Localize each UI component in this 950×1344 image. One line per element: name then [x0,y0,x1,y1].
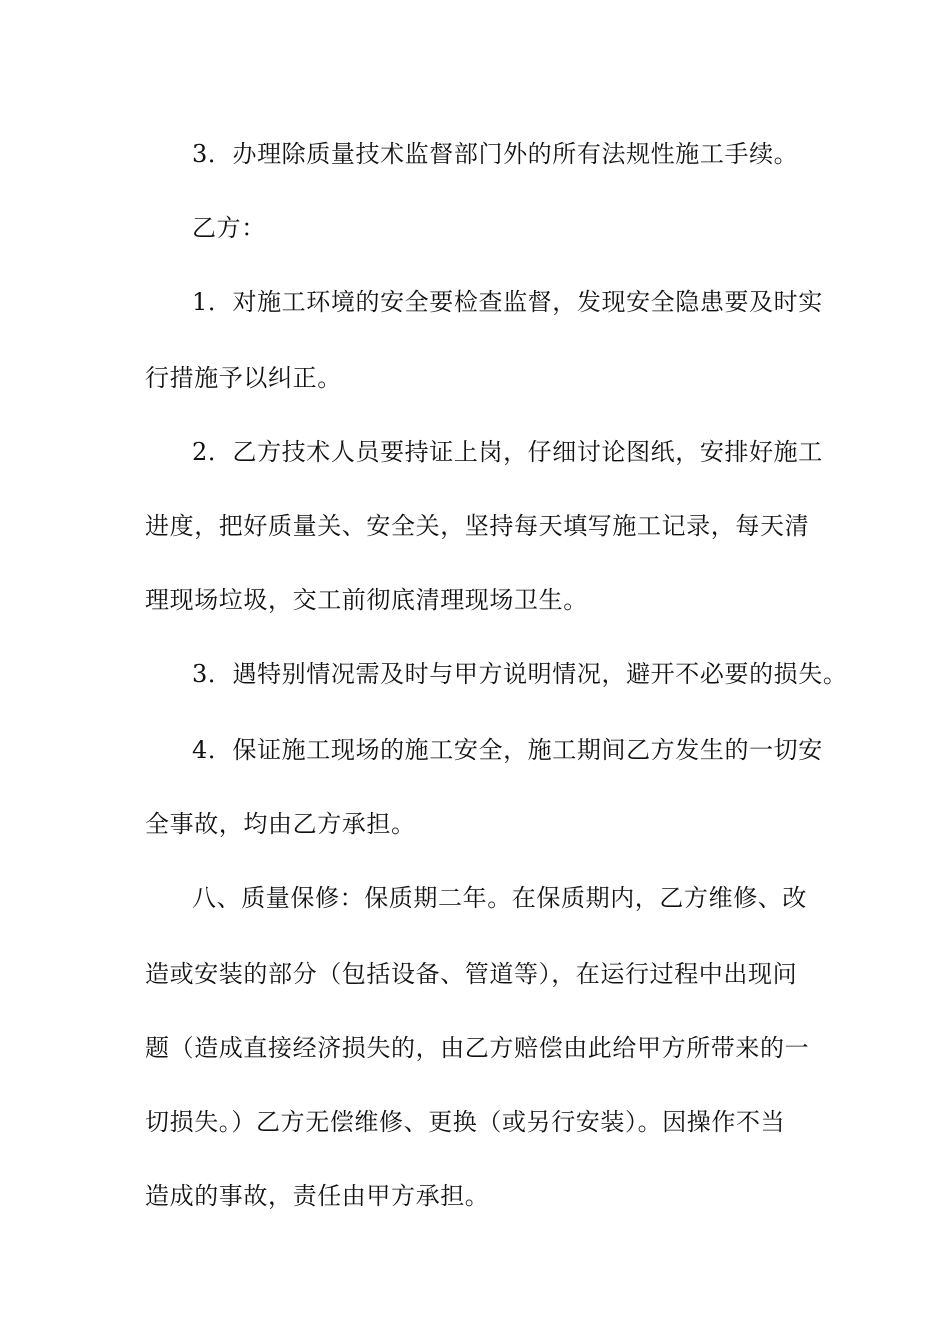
paragraph-line: 造成的事故，责任由甲方承担。 [145,1182,490,1210]
paragraph-line: 行措施予以纠正。 [145,364,342,392]
paragraph-line: 题（造成直接经济损失的，由乙方赔偿由此给甲方所带来的一 [145,1034,810,1062]
paragraph-line: 理现场垃圾，交工前彻底清理现场卫生。 [145,586,588,614]
paragraph-line: 进度，把好质量关、安全关，坚持每天填写施工记录，每天清 [145,512,810,540]
paragraph-line: 造或安装的部分（包括设备、管道等），在运行过程中出现问 [145,960,798,988]
paragraph-line: 切损失。）乙方无偿维修、更换（或另行安装）。因操作不当 [145,1108,786,1136]
paragraph-line: 全事故，均由乙方承担。 [145,810,416,838]
section-heading-party-b: 乙方： [192,214,266,242]
paragraph-line: 3．遇特别情况需及时与甲方说明情况，避开不必要的损失。 [192,660,848,688]
paragraph-line: 4．保证施工现场的施工安全，施工期间乙方发生的一切安 [192,736,823,764]
paragraph-line: 1．对施工环境的安全要检查监督，发现安全隐患要及时实 [192,288,823,316]
paragraph-line: 3．办理除质量技术监督部门外的所有法规性施工手续。 [192,140,799,168]
paragraph-line: 八、质量保修：保质期二年。在保质期内，乙方维修、改 [192,884,807,912]
paragraph-line: 2．乙方技术人员要持证上岗，仔细讨论图纸，安排好施工 [192,438,823,466]
